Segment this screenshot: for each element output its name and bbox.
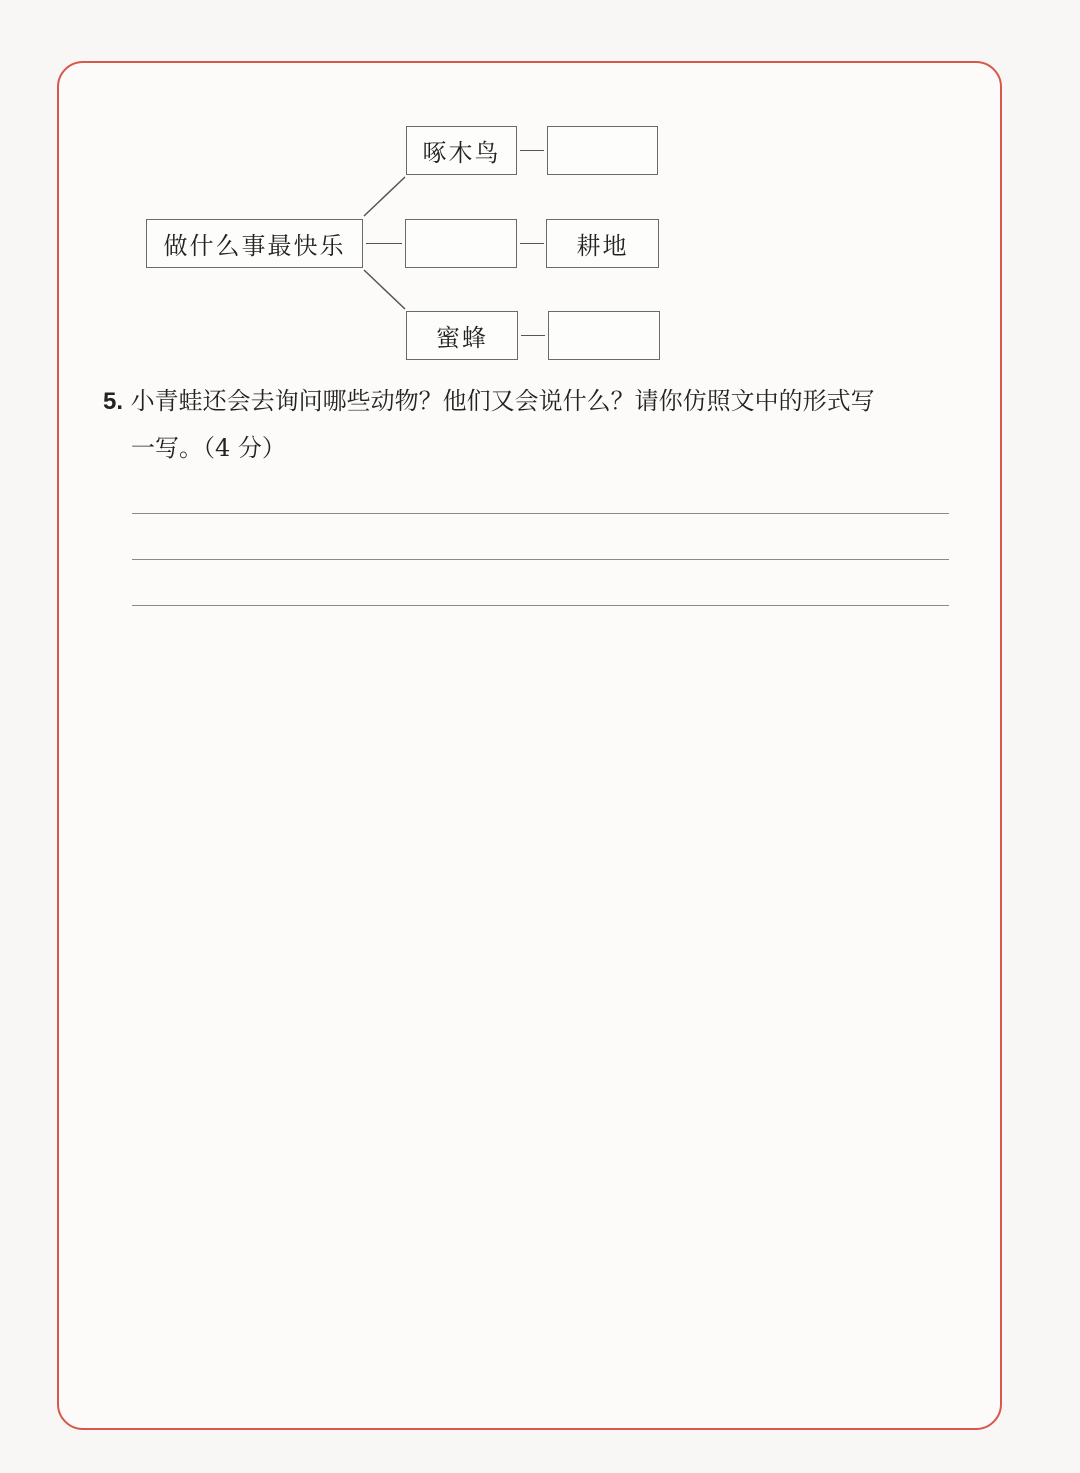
answer-line-1[interactable] — [132, 513, 949, 514]
connector-top-right — [520, 150, 544, 151]
diagram-activity-box-2 — [546, 219, 659, 268]
question-number: 5. — [103, 388, 124, 415]
diagram-root-label: 做什么事最快乐 — [163, 232, 346, 260]
connector-middle-right — [520, 243, 544, 244]
connector-root-middle — [366, 243, 402, 244]
diagram-activity-label-2: 耕地 — [576, 232, 629, 260]
question-text-1: 小青蛙还会去询问哪些动物？他们又会说什么？请你仿照文中的形式写 — [130, 387, 875, 415]
diagram-animal-box-1 — [406, 126, 517, 175]
diagram-root-box — [146, 219, 363, 268]
diagram-activity-box-1[interactable] — [547, 126, 658, 175]
question-5 — [103, 378, 973, 471]
diagram-animal-box-2[interactable] — [405, 219, 517, 268]
answer-line-3[interactable] — [132, 605, 949, 606]
answer-line-2[interactable] — [132, 559, 949, 560]
question-text-2: 一写。（4 分） — [131, 434, 286, 462]
diagram-activity-box-3[interactable] — [548, 311, 660, 360]
diagram-animal-label-1: 啄木鸟 — [422, 139, 501, 167]
question-line-1 — [103, 378, 973, 425]
diagram-animal-label-3: 蜜蜂 — [436, 324, 488, 352]
connector-bottom-right — [521, 335, 545, 336]
diagram-animal-box-3 — [406, 311, 518, 360]
question-line-2 — [103, 425, 973, 471]
